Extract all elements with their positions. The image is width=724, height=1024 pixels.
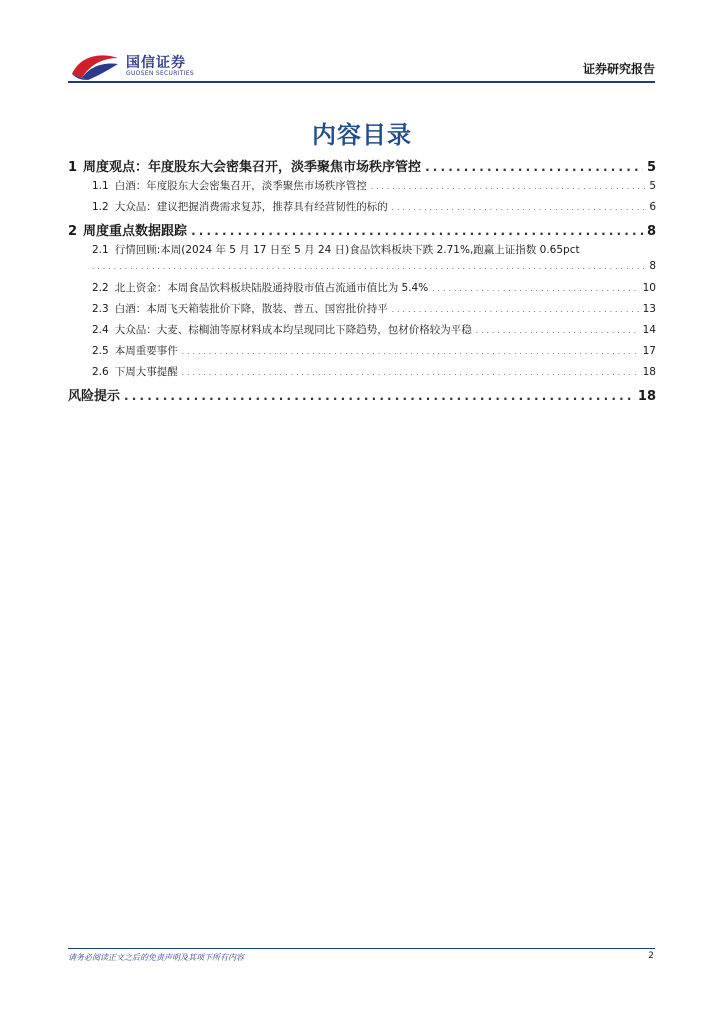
toc-entry-title: 风险提示 (68, 389, 121, 404)
dot-leader (432, 285, 638, 293)
page-header (70, 50, 655, 84)
toc-entry-line (68, 242, 656, 260)
toc-entry-number: 2.5 (92, 345, 109, 357)
toc-entry-2-6[interactable] (68, 364, 656, 385)
toc-entry-title: 行情回顾:本周(2024 年 5 月 17 日至 5 月 24 日)食品饮料板块下跌 2.71%,跑赢上证指数 0.65pct (114, 244, 580, 256)
dot-leader (476, 327, 639, 335)
dot-leader (92, 263, 645, 271)
toc-entry-title: 下周大事提醒 (114, 366, 178, 378)
toc-entry-number: 2.1 (92, 244, 109, 256)
toc-entry-2-1[interactable] (68, 242, 656, 280)
dot-leader (182, 369, 639, 377)
toc-entry-1[interactable] (68, 156, 656, 178)
guosen-logo (70, 50, 200, 84)
toc-entry-number: 2.2 (92, 282, 109, 294)
toc-entry-page: 18 (642, 366, 656, 378)
toc-entry-2-5[interactable] (68, 343, 656, 364)
dot-leader (392, 306, 639, 314)
toc-entry-title: 大众品：建议把握消费需求复苏，推荐具有经营韧性的标的 (114, 201, 388, 213)
dot-leader (182, 348, 639, 356)
footer-divider (68, 948, 655, 949)
toc-entry-page: 5 (649, 180, 656, 192)
toc-entry-number: 1.2 (92, 201, 109, 213)
dot-leader (371, 183, 646, 191)
toc-entry-title: 周度重点数据跟踪 (83, 224, 188, 239)
toc-entry-page: 6 (649, 201, 656, 213)
report-type-label: 证券研究报告 (582, 62, 655, 76)
toc-entry-page: 18 (637, 389, 656, 404)
table-of-contents (68, 156, 656, 407)
toc-entry-number: 2.3 (92, 303, 109, 315)
toc-entry-2[interactable] (68, 220, 656, 242)
toc-entry-1-1[interactable] (68, 178, 656, 199)
toc-entry-page: 14 (642, 324, 656, 336)
toc-entry-2-3[interactable] (68, 301, 656, 322)
footer-disclaimer: 请务必阅读正文之后的免责声明及其项下所有内容 (68, 953, 244, 962)
toc-entry-number: 2.6 (92, 366, 109, 378)
toc-entry-number: 2 (68, 224, 78, 239)
guosen-logo-icon (70, 52, 122, 82)
toc-entry-title: 北上资金：本周食品饮料板块陆股通持股市值占流通市值比为 5.4% (114, 282, 429, 294)
toc-entry-title: 白酒：年度股东大会密集召开，淡季聚焦市场秩序管控 (114, 180, 367, 192)
toc-entry-number: 1 (68, 160, 78, 175)
toc-entry-risk[interactable] (68, 385, 656, 407)
toc-entry-2-2[interactable] (68, 280, 656, 301)
toc-entry-page: 17 (642, 345, 656, 357)
dot-leader (425, 160, 643, 174)
dot-leader (392, 204, 646, 212)
page-number: 2 (648, 951, 654, 961)
logo-en-text: GUOSEN SECURITIES (126, 70, 195, 77)
toc-entry-title: 白酒：本周飞天箱装批价下降，散装、普五、国窖批价持平 (114, 303, 388, 315)
toc-entry-continuation (68, 260, 656, 280)
toc-entry-1-2[interactable] (68, 199, 656, 220)
toc-entry-page: 5 (646, 160, 656, 175)
header-divider (68, 81, 655, 83)
toc-entry-page: 10 (642, 282, 656, 294)
toc-entry-title: 本周重要事件 (114, 345, 178, 357)
dot-leader (124, 389, 634, 403)
toc-entry-page: 13 (642, 303, 656, 315)
dot-leader (191, 224, 643, 238)
toc-title: 内容目录 (312, 121, 412, 149)
toc-entry-page: 8 (646, 224, 656, 239)
logo-cn-text: 国信证券 (126, 55, 186, 71)
toc-entry-2-4[interactable] (68, 322, 656, 343)
toc-entry-page: 8 (649, 260, 656, 272)
toc-entry-title: 周度观点：年度股东大会密集召开，淡季聚焦市场秩序管控 (83, 160, 422, 175)
toc-entry-title: 大众品：大麦、棕榈油等原材料成本均呈现同比下降趋势，包材价格较为平稳 (114, 324, 472, 336)
toc-entry-number: 1.1 (92, 180, 109, 192)
toc-entry-number: 2.4 (92, 324, 109, 336)
